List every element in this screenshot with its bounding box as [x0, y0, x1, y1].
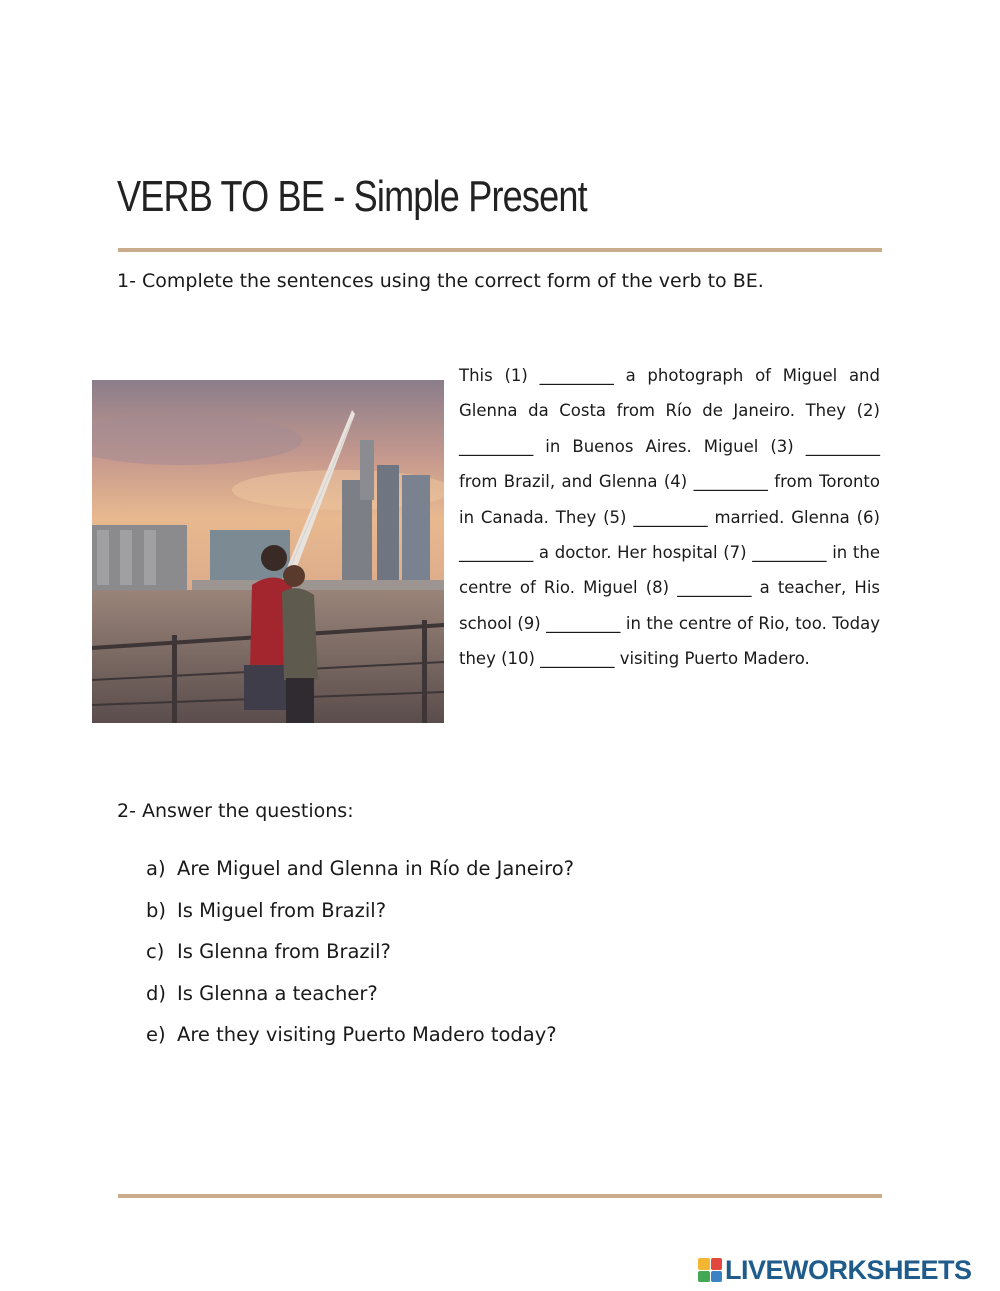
- question-item: [146, 848, 574, 890]
- question-item: [146, 1014, 574, 1056]
- question-list: [146, 848, 574, 1056]
- top-divider: [118, 248, 882, 252]
- question-letter: e): [146, 1023, 166, 1046]
- question-text: Is Miguel from Brazil?: [177, 898, 387, 922]
- question-letter: c): [146, 940, 165, 963]
- couple-photograph: [92, 380, 444, 723]
- question-letter: d): [146, 981, 166, 1005]
- question-text: Are Miguel and Glenna in Río de Janeiro?: [177, 857, 574, 880]
- question-item: [146, 890, 574, 932]
- fill-in-passage: This (1) _________ a photograph of Miguel and Glenna da Costa from Río de Janeiro. They (2) _________ in Buenos Aires. Miguel (3) _________ from Brazil, and Glenna (4) _________ from Toronto in Canada. They (5) _________ married. Glenna (6) _________ a doctor. Her hospital (7) _________ in the centre of Rio. Miguel (8) _________ a teacher, His school (9) _________ in the centre of Rio, too. Today they (10) _________ visiting Puerto Madero.: [459, 366, 880, 669]
- question-text: Is Glenna a teacher?: [177, 981, 378, 1005]
- exercise-2-heading: 2- Answer the questions:: [117, 800, 354, 822]
- question-letter: a): [146, 857, 166, 880]
- question-text: Is Glenna from Brazil?: [177, 940, 391, 963]
- question-text: Are they visiting Puerto Madero today?: [177, 1023, 557, 1046]
- page-title: VERB TO BE - Simple Present: [117, 172, 587, 221]
- exercise-1-instruction: 1- Complete the sentences using the correct form of the verb to BE.: [117, 270, 764, 292]
- bottom-divider: [118, 1194, 882, 1198]
- liveworksheets-logo[interactable]: [698, 1253, 972, 1287]
- logo-blocks-icon: [698, 1258, 722, 1282]
- logo-text: LIVEWORKSHEETS: [725, 1254, 972, 1285]
- question-item: [146, 973, 574, 1015]
- question-letter: b): [146, 898, 166, 922]
- question-item: [146, 931, 574, 973]
